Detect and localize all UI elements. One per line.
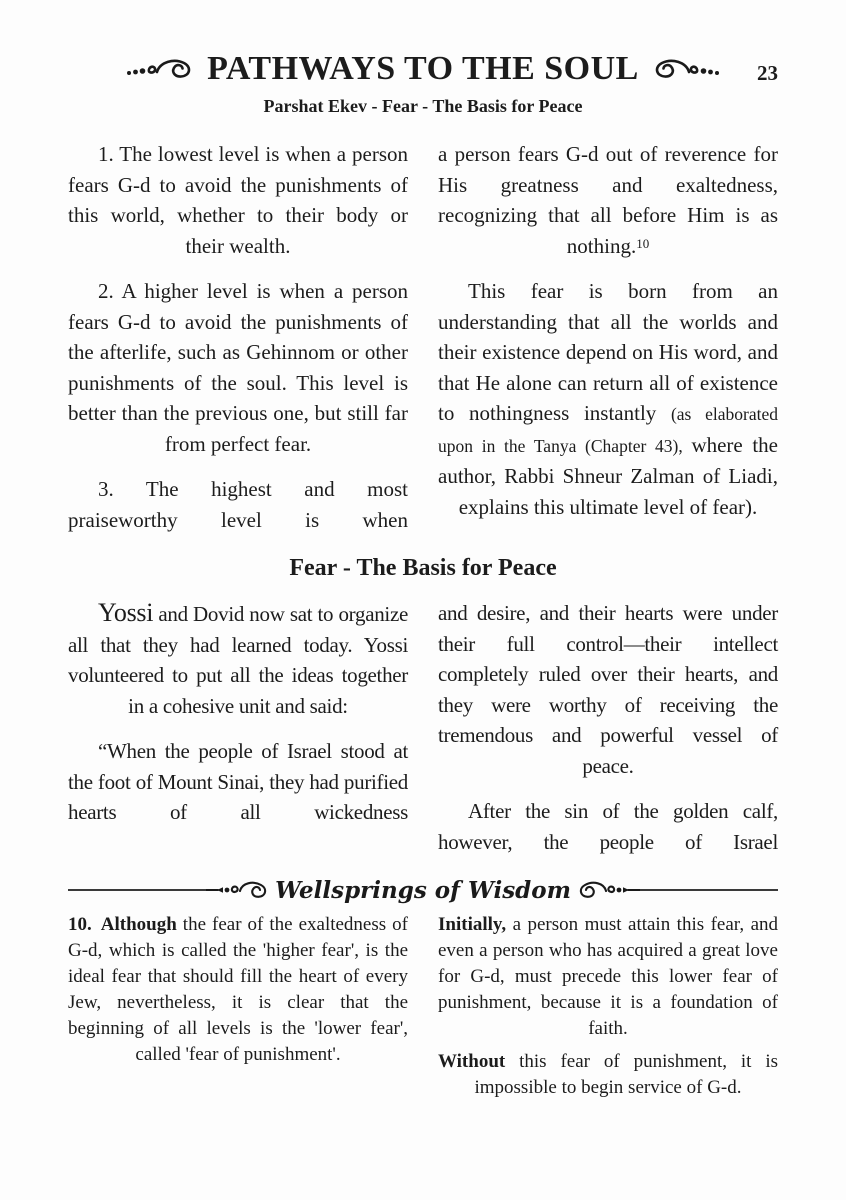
- divider-rule-left: [68, 889, 206, 892]
- right-column: [438, 598, 778, 857]
- body-paragraph: 3. The highest and most praiseworthy level is when: [68, 477, 408, 532]
- left-column: [68, 598, 408, 857]
- inline-citation: (as elaborated upon in the Tanya (Chapter 43),: [438, 404, 779, 456]
- lead-word: Yossi: [98, 598, 154, 627]
- footnote-reference: 10: [636, 235, 650, 251]
- body-paragraph: and desire, and their hearts were under their full control—their intellect completely ruled over their hearts, and they were worthy of receiving the tremendous and powerful vessel of peace.: [438, 601, 778, 778]
- divider-flourish-left-icon: [206, 878, 270, 902]
- paragraph-text: This fear is born from an understanding that all the worlds and their existence depend on His word, and that He alone can return all of existence to nothingness instantly: [438, 279, 778, 425]
- left-column: [68, 912, 408, 1101]
- story-section: [68, 598, 778, 857]
- paragraph-text: and Dovid now sat to organize all that they had learned today. Yossi volunteered to put all the ideas together in a cohesive unit and said:: [68, 602, 408, 718]
- divider-flourish-right-icon: [576, 878, 640, 902]
- body-paragraph: 2. A higher level is when a person fears G-d to avoid the punishments of the afterlife, such as Gehinnom or other punishments of the soul. This level is better than the previous one, but still far from perfect fear.: [68, 279, 408, 456]
- footnote-section: [68, 912, 778, 1101]
- body-paragraph: [438, 139, 778, 261]
- footnote-text: the fear of the exaltedness of G-d, which is called the 'higher fear', is the ideal fear that should fill the heart of every Jew, nevertheless, it is clear that the beginning of all levels is the 'lower fear', called 'fear of punishment'.: [68, 914, 408, 1065]
- paragraph-text: a person fears G-d out of reverence for His greatness and exaltedness, recognizing that all before Him is as nothing.: [438, 142, 778, 258]
- chapter-subtitle: Parshat Ekev - Fear - The Basis for Peace: [263, 96, 583, 116]
- levels-of-fear-section: [68, 139, 778, 535]
- body-paragraph: [438, 276, 778, 522]
- section-heading: Fear - The Basis for Peace: [289, 555, 557, 581]
- body-paragraph: “When the people of Israel stood at the foot of Mount Sinai, they had purified hearts of all wickedness: [68, 739, 408, 824]
- divider-rule-right: [640, 889, 778, 892]
- footnote-paragraph: [438, 1049, 778, 1101]
- left-column: [68, 139, 408, 535]
- page-title: PATHWAYS TO THE SOUL: [207, 50, 639, 87]
- footnote-lead: Although: [100, 914, 177, 935]
- page-number: 23: [757, 61, 778, 85]
- paragraph-text: where the author, Rabbi Shneur Zalman of Liadi, explains this ultimate level of fear).: [438, 432, 778, 519]
- footnote-lead: Without: [438, 1051, 506, 1072]
- footnote-text: this fear of punishment, it is impossible to begin service of G-d.: [474, 1051, 778, 1098]
- footnote-divider: [68, 875, 778, 905]
- footnote-paragraph: [68, 912, 408, 1068]
- right-column: [438, 139, 778, 535]
- footnote-text: a person must attain this fear, and even a person who has acquired a great love for G-d, must precede this lower fear of punishment, because it is a foundation of faith.: [438, 914, 778, 1039]
- flourish-right-icon: [647, 55, 721, 83]
- body-paragraph: 1. The lowest level is when a person fears G-d to avoid the punishments of this world, whether to their body or their wealth.: [68, 142, 408, 258]
- flourish-left-icon: [125, 55, 199, 83]
- divider-title: Wellsprings of Wisdom: [275, 876, 571, 904]
- footnote-number: 10.: [68, 914, 92, 935]
- right-column: [438, 912, 778, 1101]
- footnote-paragraph: [438, 912, 778, 1042]
- body-paragraph: [68, 598, 408, 721]
- footnote-lead: Initially,: [438, 914, 507, 935]
- body-paragraph: After the sin of the golden calf, however, the people of Israel: [438, 799, 778, 854]
- page-header: [68, 46, 778, 92]
